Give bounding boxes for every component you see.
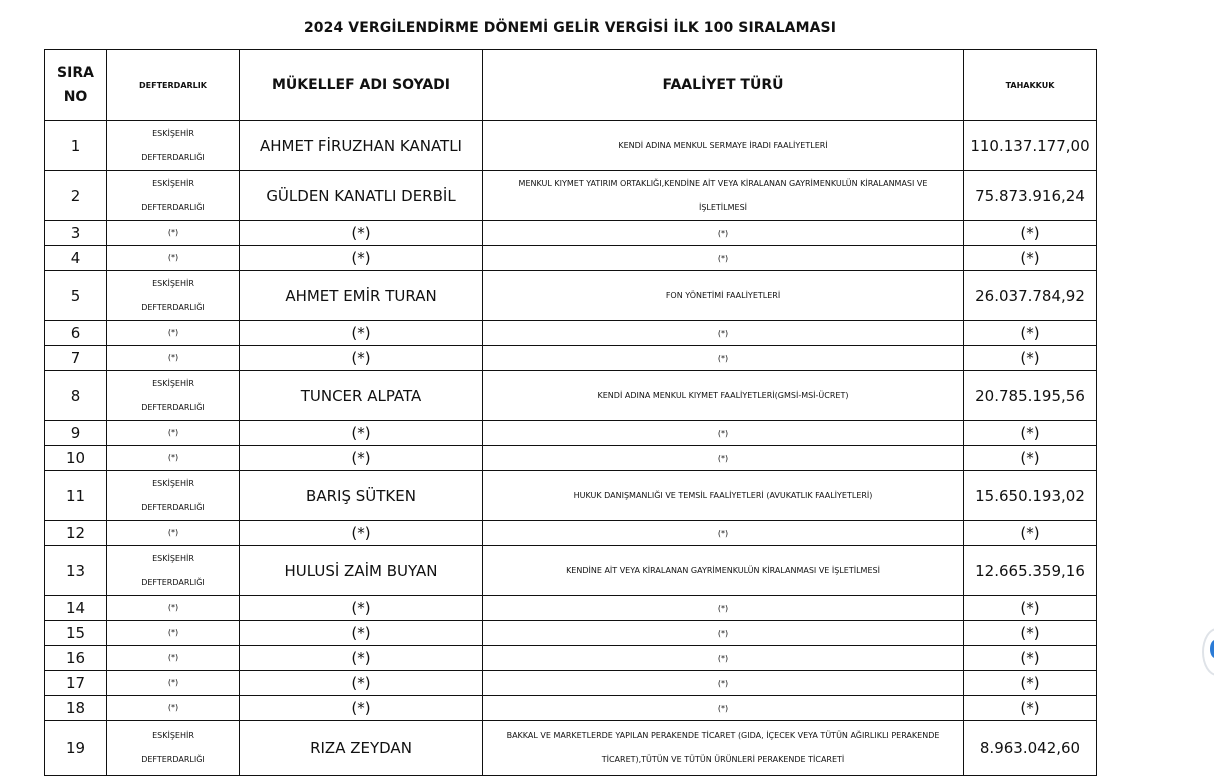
faaliyet-cell <box>483 471 964 521</box>
faaliyet-cell: (*) <box>483 621 964 646</box>
sira-no-cell: 2 <box>45 171 107 221</box>
defterdarlik-cell: (*) <box>107 646 240 671</box>
tahakkuk-cell: (*) <box>964 421 1097 446</box>
faaliyet-cell: (*) <box>483 346 964 371</box>
mukellef-name-cell: HULUSİ ZAİM BUYAN <box>240 546 483 596</box>
faaliyet-cell: (*) <box>483 521 964 546</box>
mukellef-name-cell: (*) <box>240 621 483 646</box>
faaliyet-cell <box>483 171 964 221</box>
header-defterdarlik: DEFTERDARLIK <box>107 50 240 121</box>
tahakkuk-cell: (*) <box>964 246 1097 271</box>
mukellef-name-cell: (*) <box>240 346 483 371</box>
page-title: 2024 VERGİLENDİRME DÖNEMİ GELİR VERGİSİ İLK 100 SIRALAMASI <box>303 20 837 36</box>
mukellef-name-cell: (*) <box>240 421 483 446</box>
faaliyet-cell: (*) <box>483 596 964 621</box>
defterdarlik-cell <box>107 546 240 596</box>
sira-no-cell: 15 <box>45 621 107 646</box>
tahakkuk-cell: (*) <box>964 346 1097 371</box>
table-row <box>45 221 1097 246</box>
table-row <box>45 471 1097 521</box>
sira-no-cell: 12 <box>45 521 107 546</box>
table-row <box>45 646 1097 671</box>
sira-no-cell: 13 <box>45 546 107 596</box>
mukellef-name-cell: (*) <box>240 246 483 271</box>
sira-no-cell: 3 <box>45 221 107 246</box>
faaliyet-cell: (*) <box>483 446 964 471</box>
faaliyet-cell: (*) <box>483 696 964 721</box>
mukellef-name-cell: (*) <box>240 596 483 621</box>
defterdarlik-line2: DEFTERDARLIĞI <box>141 402 205 412</box>
defterdarlik-cell: (*) <box>107 321 240 346</box>
faaliyet-line1: KENDİ ADINA MENKUL KIYMET FAALİYETLERİ(GMSİ-MSİ-ÜCRET) <box>597 390 849 400</box>
table-row <box>45 621 1097 646</box>
sira-no-cell: 19 <box>45 721 107 776</box>
defterdarlik-cell: (*) <box>107 246 240 271</box>
header-sira-no <box>45 50 107 121</box>
defterdarlik-line2: DEFTERDARLIĞI <box>141 755 205 764</box>
tahakkuk-cell: 8.963.042,60 <box>964 721 1097 776</box>
sira-no-cell: 9 <box>45 421 107 446</box>
sira-no-cell: 10 <box>45 446 107 471</box>
sira-no-cell: 11 <box>45 471 107 521</box>
defterdarlik-line1: ESKİŞEHİR <box>152 478 194 488</box>
faaliyet-line1: BAKKAL VE MARKETLERDE YAPILAN PERAKENDE TİCARET (GIDA, İÇECEK VEYA TÜTÜN AĞIRLIKLI PERAKENDE <box>506 731 940 740</box>
defterdarlik-cell: (*) <box>107 696 240 721</box>
faaliyet-cell: (*) <box>483 646 964 671</box>
table-row <box>45 446 1097 471</box>
mukellef-name-cell: TUNCER ALPATA <box>240 371 483 421</box>
faaliyet-cell <box>483 271 964 321</box>
tahakkuk-cell: (*) <box>964 646 1097 671</box>
faaliyet-line1: FON YÖNETİMİ FAALİYETLERİ <box>665 290 781 300</box>
tahakkuk-cell: (*) <box>964 671 1097 696</box>
defterdarlik-cell <box>107 271 240 321</box>
faaliyet-cell: (*) <box>483 246 964 271</box>
defterdarlik-line1: ESKİŞEHİR <box>152 731 194 740</box>
tahakkuk-cell: 75.873.916,24 <box>964 171 1097 221</box>
mukellef-name-cell: BARIŞ SÜTKEN <box>240 471 483 521</box>
table-row <box>45 321 1097 346</box>
faaliyet-cell: (*) <box>483 221 964 246</box>
faaliyet-cell <box>483 721 964 776</box>
tahakkuk-cell: (*) <box>964 321 1097 346</box>
table-row <box>45 671 1097 696</box>
faaliyet-line1: KENDİNE AİT VEYA KİRALANAN GAYRİMENKULÜN KİRALANMASI VE İŞLETİLMESİ <box>566 565 880 575</box>
mukellef-name-cell: AHMET EMİR TURAN <box>240 271 483 321</box>
mukellef-name-cell: (*) <box>240 671 483 696</box>
tahakkuk-cell: (*) <box>964 521 1097 546</box>
sira-no-cell: 17 <box>45 671 107 696</box>
sira-no-cell: 6 <box>45 321 107 346</box>
table-row <box>45 721 1097 776</box>
tahakkuk-cell: (*) <box>964 696 1097 721</box>
table-row <box>45 171 1097 221</box>
defterdarlik-cell: (*) <box>107 521 240 546</box>
tahakkuk-cell: 20.785.195,56 <box>964 371 1097 421</box>
faaliyet-line2: TİCARET),TÜTÜN VE TÜTÜN ÜRÜNLERİ PERAKENDE TİCARETİ <box>601 755 845 764</box>
tahakkuk-cell: (*) <box>964 446 1097 471</box>
mukellef-name-cell: (*) <box>240 221 483 246</box>
table-row <box>45 346 1097 371</box>
tahakkuk-cell: 26.037.784,92 <box>964 271 1097 321</box>
sira-no-cell: 8 <box>45 371 107 421</box>
header-faaliyet: FAALİYET TÜRÜ <box>483 50 964 121</box>
mukellef-name-cell: RIZA ZEYDAN <box>240 721 483 776</box>
defterdarlik-cell <box>107 371 240 421</box>
defterdarlik-cell: (*) <box>107 421 240 446</box>
defterdarlik-cell <box>107 171 240 221</box>
faaliyet-line1: HUKUK DANIŞMANLIĞI VE TEMSİL FAALİYETLERİ (AVUKATLIK FAALİYETLERİ) <box>573 490 873 500</box>
table-row <box>45 596 1097 621</box>
faaliyet-cell <box>483 371 964 421</box>
defterdarlik-line1: ESKİŞEHİR <box>152 178 194 188</box>
defterdarlik-line2: DEFTERDARLIĞI <box>141 202 205 212</box>
mukellef-name-cell: (*) <box>240 521 483 546</box>
sira-no-cell: 16 <box>45 646 107 671</box>
sira-no-cell: 14 <box>45 596 107 621</box>
mukellef-name-cell: AHMET FİRUZHAN KANATLI <box>240 121 483 171</box>
table-row <box>45 521 1097 546</box>
table-row <box>45 696 1097 721</box>
defterdarlik-cell: (*) <box>107 671 240 696</box>
faaliyet-line1: KENDİ ADINA MENKUL SERMAYE İRADI FAALİYETLERİ <box>618 140 828 150</box>
table-row <box>45 421 1097 446</box>
tahakkuk-cell: (*) <box>964 621 1097 646</box>
defterdarlik-cell <box>107 471 240 521</box>
floating-button-dot-icon <box>1210 640 1214 658</box>
mukellef-name-cell: (*) <box>240 321 483 346</box>
defterdarlik-line1: ESKİŞEHİR <box>152 128 194 138</box>
tahakkuk-cell: 15.650.193,02 <box>964 471 1097 521</box>
faaliyet-cell <box>483 121 964 171</box>
defterdarlik-line2: DEFTERDARLIĞI <box>141 302 205 312</box>
defterdarlik-cell: (*) <box>107 446 240 471</box>
mukellef-name-cell: (*) <box>240 646 483 671</box>
table-header-row <box>45 50 1097 121</box>
defterdarlik-cell: (*) <box>107 621 240 646</box>
sira-no-cell: 7 <box>45 346 107 371</box>
defterdarlik-line1: ESKİŞEHİR <box>152 553 194 563</box>
table-row <box>45 121 1097 171</box>
header-mukellef: MÜKELLEF ADI SOYADI <box>240 50 483 121</box>
table-row <box>45 371 1097 421</box>
mukellef-name-cell: (*) <box>240 446 483 471</box>
faaliyet-cell <box>483 546 964 596</box>
defterdarlik-cell: (*) <box>107 346 240 371</box>
sira-no-cell: 18 <box>45 696 107 721</box>
defterdarlik-cell: (*) <box>107 596 240 621</box>
ranking-table <box>44 49 1097 776</box>
faaliyet-cell: (*) <box>483 421 964 446</box>
mukellef-name-cell: GÜLDEN KANATLI DERBİL <box>240 171 483 221</box>
defterdarlik-line2: DEFTERDARLIĞI <box>141 577 205 587</box>
tahakkuk-cell: (*) <box>964 596 1097 621</box>
header-sira-line2: NO <box>63 89 88 105</box>
tahakkuk-cell: 12.665.359,16 <box>964 546 1097 596</box>
defterdarlik-line2: DEFTERDARLIĞI <box>141 152 205 162</box>
faaliyet-line1: MENKUL KIYMET YATIRIM ORTAKLIĞI,KENDİNE AİT VEYA KİRALANAN GAYRİMENKULÜN KİRALANMASI VE <box>518 178 928 188</box>
faaliyet-cell: (*) <box>483 321 964 346</box>
header-sira-line1: SIRA <box>57 65 94 81</box>
table-row <box>45 546 1097 596</box>
faaliyet-cell: (*) <box>483 671 964 696</box>
defterdarlik-cell: (*) <box>107 221 240 246</box>
tahakkuk-cell: (*) <box>964 221 1097 246</box>
mukellef-name-cell: (*) <box>240 696 483 721</box>
defterdarlik-line1: ESKİŞEHİR <box>152 278 194 288</box>
table-row <box>45 246 1097 271</box>
tahakkuk-cell: 110.137.177,00 <box>964 121 1097 171</box>
faaliyet-line2: İŞLETİLMESİ <box>698 202 748 212</box>
defterdarlik-line2: DEFTERDARLIĞI <box>141 502 205 512</box>
sira-no-cell: 4 <box>45 246 107 271</box>
defterdarlik-cell <box>107 121 240 171</box>
table-row <box>45 271 1097 321</box>
defterdarlik-cell <box>107 721 240 776</box>
sira-no-cell: 1 <box>45 121 107 171</box>
sira-no-cell: 5 <box>45 271 107 321</box>
header-tahakkuk: TAHAKKUK <box>964 50 1097 121</box>
defterdarlik-line1: ESKİŞEHİR <box>152 378 194 388</box>
